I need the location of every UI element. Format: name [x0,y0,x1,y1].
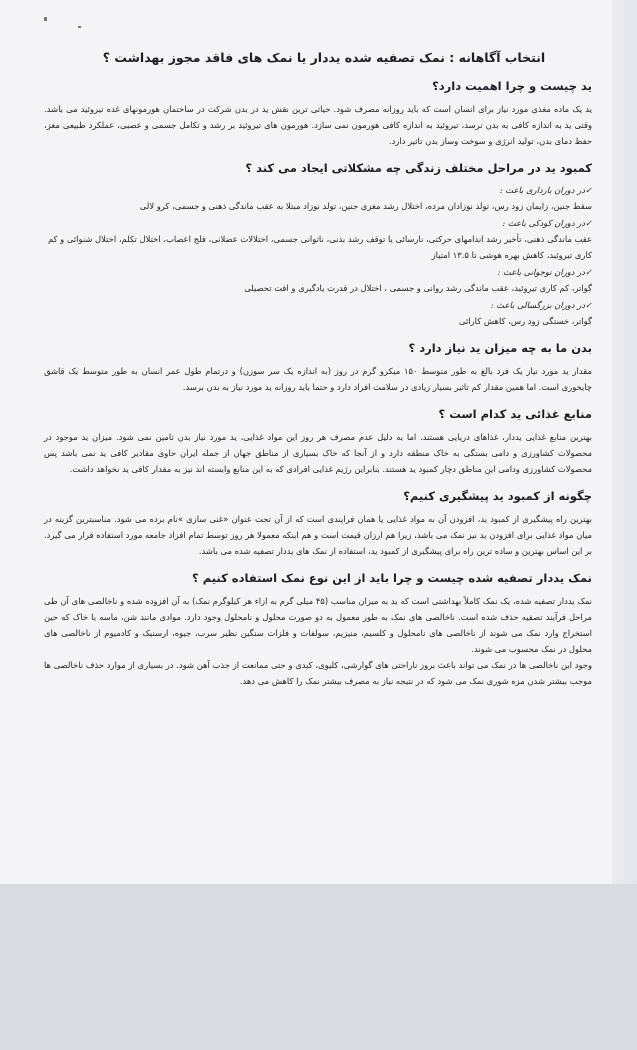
section-heading: نمک یددار تصفیه شده چیست و چرا باید از این نوع نمک استفاده کنیم ؟ [192,571,592,585]
document-title: انتخاب آگاهانه : نمک تصفیه شده یددار یا نمک های فاقد مجوز بهداشت ؟ [102,50,546,65]
section-paragraph: مقدار ید مورد نیاز یک فرد بالغ به طور متوسط ۱۵۰ میکرو گرم در روز (به اندازه یک سر سوزن) و درتمام طول عمر انسان به طور متوسط یک قاشق چایخوری است. اما همین مقدار کم تاثیر بسیار زیادی در سلامت افراد دارد و حتما باید روزانه ید مورد نیاز به بدن برسد. [44,366,593,392]
section-heading: کمبود ید در مراحل مختلف زندگی چه مشکلاتی ایجاد می کند ؟ [245,161,592,175]
item-text: عقب ماندگی ذهنی، تأخیر رشد اندامهای حرکتی، نارسائی یا توقف رشد بدنی، ناتوانی جسمی، اختلالات عضلانی، فلج اعصاب، اختلال تکلم، اختلال شنوائی و کم کاری تیروئید، کاهش بهره هوشی تا ۱۳.۵ امتیاز [47,234,592,260]
scan-speck [78,26,81,28]
sheet-edge-shadow [612,0,637,884]
section-paragraph: بهترین منابع غذایی یددار، غذاهای دریایی هستند. اما به دلیل عدم مصرف هر روز این مواد غذایی، ید مورد نیاز بدن تامین نمی شود. میزان ید موجود در محصولات کشاورزی و دامی بستگی به خاک منطقه دارد و از آنجا که خاک بسیاری از مناطق جهان از جمله ایران حاوی مقادیر کافی ید نمی باشد پس محصولات کشاورزی ودامی این مناطق دچار کمبود ید هستند. بنابراین رژیم غذایی افرادی که به این منابع وابسته اند نیز به مقدار کافی ید نخواهد داشت. [44,432,592,474]
section-heading: ید چیست و چرا اهمیت دارد؟ [432,79,592,93]
item-label: ✓در دوران بارداری باعث : [499,185,592,195]
item-label: ✓در دوران نوجوانی باعث : [497,267,592,277]
item-text: گواتر، خستگی زود رس، کاهش کارائی [458,316,592,326]
section-paragraph: نمک یددار تصفیه شده، یک نمک کاملاً بهداشتی است که ید به میزان مناسب (۴۵ میلی گرم به ازاء هر کیلوگرم نمک) به آن افزوده شده و ناخالصی های آن طی مراحل فرآیند تصفیه حذف شده است. ناخالصی های نمک به طور معمول به دو صورت محلول و نامحلول وجود دارد. موادی مانند شن، ماسه یا خاک که حین استخراج وارد نمک می شوند از ناخالصی های نامحلول و کلسیم، منیزیم، سولفات و فلزات سنگین نظیر سرب، جیوه، ارسنیک و کادمیوم از ناخالصی های محلول در نمک محسوب می شوند. [44,596,592,654]
item-label: ✓در دوران بزرگسالی باعث : [490,300,592,310]
section-heading: منابع غذائی ید کدام است ؟ [438,407,592,421]
item-text: سقط جنین، زایمان زود رس، تولد نوزادان مرده، اختلال رشد مغزی جنین، تولد نوزاد مبتلا به عقب ماندگی ذهنی و جسمی، کرو لالی [139,201,592,211]
section-paragraph: وجود این ناخالصی ها در نمک می تواند باعث بروز ناراحتی های گوارشی، کلیوی، کبدی و حتی ممانعت از جذب آهن شود. در بسیاری از موارد حذف ناخالصی ها موجب بیشتر شدن مزه شوری نمک می شود که در نتیجه نیاز به مصرف بیشتر نمک را کاهش می دهد. [44,660,592,686]
document-body [44,38,604,689]
scan-speck [44,17,47,21]
section-heading: بدن ما به چه میزان ید نیاز دارد ؟ [408,341,592,355]
section-paragraph: بهترین راه پیشگیری از کمبود ید، افزودن آن به مواد غذایی یا همان فرایندی است که از آن تحت عنوان «غنی سازی »نام برده می شود. مناسبترین گزینه در میان مواد غذایی برای افزودن ید نیز نمک می باشد، زیرا هم ارزان قیمت است و هم اینکه معمولا هر روز توسط تمام افراد جامعه مورد استفاده قرار می گیرد. بر این اساس بهترین و ساده ترین راه برای پیشگیری از کمبود ید، استفاده از نمک های یددار تصفیه شده می باشد. [44,514,592,556]
item-label: ✓در دوران کودکی باعث : [502,218,592,228]
section-paragraph: ید یک ماده مغذی مورد نیاز برای انسان است که باید روزانه مصرف شود. حیاتی ترین نقش ید در بدن شرکت در ساختمان هورمونهای غده تیروئید می باشد. وقتی ید به اندازه کافی به بدن نرسد، تیروئید به اندازه کافی هورمون نمی سازد. هورمون های تیروئید بر رشد و تکامل جسمی و عصبی، عملکرد طبیعی مغز، حفظ دمای بدن، تولید انرژی و سوخت وساز بدن تاثیر دارد. [44,104,592,146]
section-heading: چگونه از کمبود ید پیشگیری کنیم؟ [403,489,592,503]
item-text: گواتر، کم کاری تیروئید، عقب ماندگی رشد روانی و جسمی ، اختلال در قدرت یادگیری و افت تحصیلی [244,283,592,293]
